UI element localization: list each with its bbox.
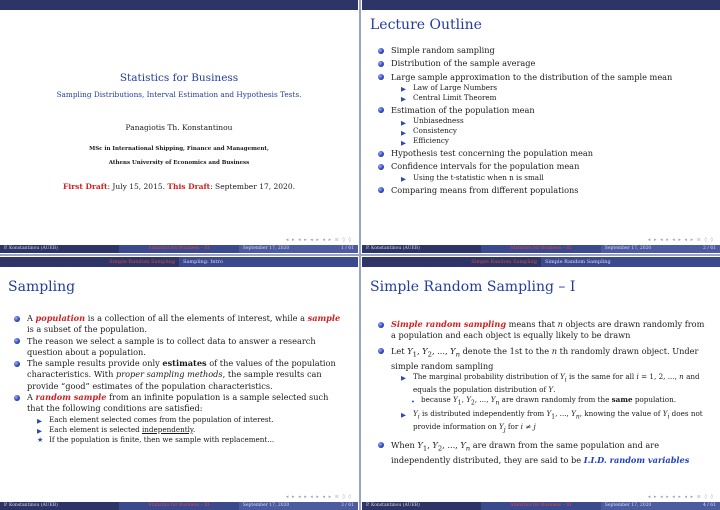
slide-outline — [362, 0, 720, 253]
outline-item-label: Hypothesis test concerning the population mean — [391, 148, 594, 159]
slide-footer — [0, 245, 358, 253]
srs-list — [378, 319, 708, 466]
outline-subitem-label: Consistency — [413, 126, 457, 136]
header-section[interactable]: Simple Random Sampling — [0, 257, 179, 267]
outline-subitem — [391, 93, 713, 103]
bullet-icon — [378, 348, 384, 354]
slide-sampling — [0, 257, 358, 510]
beamer-nav-icons[interactable]: ◂ ▸ ◂ ▸ ◂ ▸ ◂ ▸ ≡ ◊ ◊ — [285, 494, 352, 500]
bullet-icon — [14, 361, 20, 367]
bullet-icon — [378, 164, 384, 170]
list-item: A population is a collection of all the elements of interest, while a sample is a subset of the population. — [14, 313, 344, 336]
outline-item — [378, 185, 713, 196]
triangle-bullet-icon: ▶ — [401, 118, 406, 127]
slide-simple-random-sampling — [362, 257, 720, 510]
outline-item — [378, 58, 713, 69]
triangle-bullet-icon: ▶ — [401, 85, 406, 94]
slide-footer — [362, 502, 720, 510]
footer-date-page — [239, 502, 358, 510]
outline-subitem — [391, 173, 713, 183]
bullet-icon — [14, 316, 20, 322]
triangle-bullet-icon: ▶ — [37, 417, 42, 426]
triangle-bullet-icon: ▶ — [37, 427, 42, 436]
outline-subitem-label: Law of Large Numbers — [413, 82, 498, 92]
slide-top-bar — [362, 0, 720, 10]
outline-item-label: Large sample approximation to the distribution of the sample mean — [391, 71, 673, 82]
star-bullet-icon: ★ — [37, 435, 44, 444]
footer-page: 2 / 61 — [703, 246, 716, 251]
bullet-icon — [378, 61, 384, 67]
draft-dates — [0, 182, 358, 191]
triangle-bullet-icon: ▶ — [401, 175, 406, 184]
sampling-list — [14, 313, 344, 445]
footer-date-page — [239, 245, 358, 253]
footer-course: Statistics for Business – III — [119, 245, 239, 253]
footer-author: P. Konstantinou (AUEB) — [0, 245, 119, 253]
list-item: Simple random sampling means that n objects are drawn randomly from a population and each object is equally likely to be drawn — [378, 319, 708, 342]
bullet-icon — [378, 48, 384, 54]
footer-page: 4 / 61 — [703, 503, 716, 508]
outline-subitem — [391, 83, 713, 93]
dot-bullet-icon: • — [411, 397, 415, 406]
beamer-nav-icons[interactable]: ◂ ▸ ◂ ▸ ◂ ▸ ◂ ▸ ≡ ◊ ◊ — [647, 494, 714, 500]
beamer-nav-icons[interactable]: ◂ ▸ ◂ ▸ ◂ ▸ ◂ ▸ ≡ ◊ ◊ — [647, 237, 714, 243]
outline-subitem — [391, 116, 713, 126]
footer-page: 1 / 61 — [341, 246, 354, 251]
author-name: Panagiotis Th. Konstantinou — [125, 123, 233, 132]
deck-subtitle: Sampling Distributions, Interval Estimation and Hypothesis Tests. — [56, 90, 302, 99]
outline-list — [378, 45, 713, 198]
outline-item — [378, 105, 713, 146]
first-draft-label: First Draft — [63, 182, 108, 191]
triangle-bullet-icon: ▶ — [401, 128, 406, 137]
outline-item — [378, 72, 713, 103]
triangle-bullet-icon: ▶ — [401, 411, 406, 420]
frame-title: Sampling — [8, 279, 76, 295]
footer-date: September 17, 2020 — [604, 503, 652, 508]
list-item: The sample results provide only estimates of the values of the population characteristics. With proper sampling methods, the sample results can provide “good” estimates of the population characteristics. — [14, 358, 344, 392]
list-item: When $Y_1$, $Y_2$, ..., $Y_n$ are drawn from the same population and are independently distributed, they are said to be I.I.D. random variables — [378, 440, 708, 466]
first-draft-date: : July 15, 2015. — [107, 182, 166, 191]
this-draft-label: This Draft — [167, 182, 211, 191]
sub-item: • because $Y_1$, $Y_2$, ..., $Y_n$ are drawn randomly from the same population. — [411, 395, 676, 407]
footer-date-page — [601, 502, 720, 510]
footer-author: P. Konstantinou (AUEB) — [362, 245, 481, 253]
sub-item: ▶ $Y_i$ is distributed independently from $Y_1$, ..., $Y_n$, knowing the value of $Y_i$ does not provide information on $Y_j$ for i ≠ j — [401, 408, 703, 434]
header-section[interactable]: Simple Random Sampling — [362, 257, 541, 267]
footer-author: P. Konstantinou (AUEB) — [0, 502, 119, 510]
outline-item-label: Confidence intervals for the population mean — [391, 161, 580, 172]
outline-subitem-label: Using the t-statistic when n is small — [413, 172, 544, 182]
outline-item-label: Simple random sampling — [391, 45, 495, 55]
this-draft-date: : September 17, 2020. — [210, 182, 295, 191]
footer-page: 3 / 61 — [341, 503, 354, 508]
bullet-icon — [378, 442, 384, 448]
sub-item: ▶ The marginal probability distribution of $Y_i$ is the same for all i = 1, 2, ..., n and equals the population distribution of Y. — [401, 371, 700, 395]
bullet-icon — [378, 151, 384, 157]
frame-title: Simple Random Sampling – I — [370, 279, 576, 295]
footer-date: September 17, 2020 — [242, 246, 290, 251]
slide-title — [0, 0, 358, 253]
sub-item: ▶ Each element selected comes from the population of interest. — [37, 414, 274, 426]
triangle-bullet-icon: ▶ — [401, 95, 406, 104]
outline-item — [378, 45, 713, 56]
outline-item — [378, 161, 713, 182]
outline-subitem-label: Unbiasedness — [413, 116, 464, 126]
footer-course: Statistics for Business – III — [119, 502, 239, 510]
beamer-nav-icons[interactable]: ◂ ▸ ◂ ▸ ◂ ▸ ◂ ▸ ≡ ◊ ◊ — [285, 237, 352, 243]
outline-item-label: Estimation of the population mean — [391, 104, 535, 115]
slide-top-bar — [362, 257, 720, 267]
triangle-bullet-icon: ▶ — [401, 374, 406, 383]
bullet-icon — [378, 322, 384, 328]
footer-date: September 17, 2020 — [242, 503, 290, 508]
program-name: MSc in International Shipping, Finance and Management, — [89, 146, 269, 152]
university-name: Athens University of Economics and Business — [108, 160, 250, 166]
list-item: Let $Y_1$, $Y_2$, ..., $Y_n$ denote the 1st to the n th randomly drawn object. Under simple random sampling ▶ The marginal probability distribution of $Y_i$ is the same for all i = 1, 2, ..., n and equals the population distribution of Y. • because $Y_1$, $Y_2$, ..., $Y_n$ are drawn randomly from the same population. ▶ $Y_i$ is distributed independently from $Y_1$, ..., $Y_n$, knowing the value of $Y_i$ does not provide information on $Y_j$ for i ≠ j — [378, 346, 708, 436]
bullet-icon — [378, 107, 384, 113]
outline-item-label: Comparing means from different populations — [391, 184, 579, 195]
sub-item: ★ If the population is finite, then we sample with replacement... — [37, 434, 275, 444]
outline-subitem-label: Efficiency — [413, 136, 449, 146]
footer-date-page — [601, 245, 720, 253]
outline-subitem — [391, 126, 713, 136]
outline-item-label: Distribution of the sample average — [391, 58, 536, 69]
slide-top-bar — [0, 257, 358, 267]
bullet-icon — [14, 338, 20, 344]
footer-course: Statistics for Business – III — [481, 245, 601, 253]
outline-item — [378, 148, 713, 159]
outline-subitem-label: Central Limit Theorem — [413, 92, 497, 102]
header-subsection[interactable]: Simple Random Sampling — [541, 257, 720, 267]
slide-top-bar — [0, 0, 358, 10]
slide-footer — [0, 502, 358, 510]
bullet-icon — [378, 74, 384, 80]
horizontal-separator — [0, 254, 720, 256]
list-item: A random sample from an infinite population is a sample selected such that the following conditions are satisfied: ▶ Each element selected comes from the population of interest. ▶ Each element is selected independently. ★ If the population is finite, then we sample with replacement... — [14, 392, 344, 445]
deck-title: Statistics for Business — [119, 72, 239, 84]
slide-footer — [362, 245, 720, 253]
bullet-icon — [378, 187, 384, 193]
bullet-icon — [14, 395, 20, 401]
outline-subitem — [391, 136, 713, 146]
footer-date: September 17, 2020 — [604, 246, 652, 251]
frame-title: Lecture Outline — [370, 17, 482, 33]
list-item: The reason we select a sample is to collect data to answer a research question about a population. — [14, 336, 344, 359]
sub-item: ▶ Each element is selected independently. — [37, 424, 196, 436]
footer-author: P. Konstantinou (AUEB) — [362, 502, 481, 510]
footer-course: Statistics for Business – III — [481, 502, 601, 510]
triangle-bullet-icon: ▶ — [401, 138, 406, 147]
header-subsection[interactable]: Sampling: Intro — [179, 257, 358, 267]
